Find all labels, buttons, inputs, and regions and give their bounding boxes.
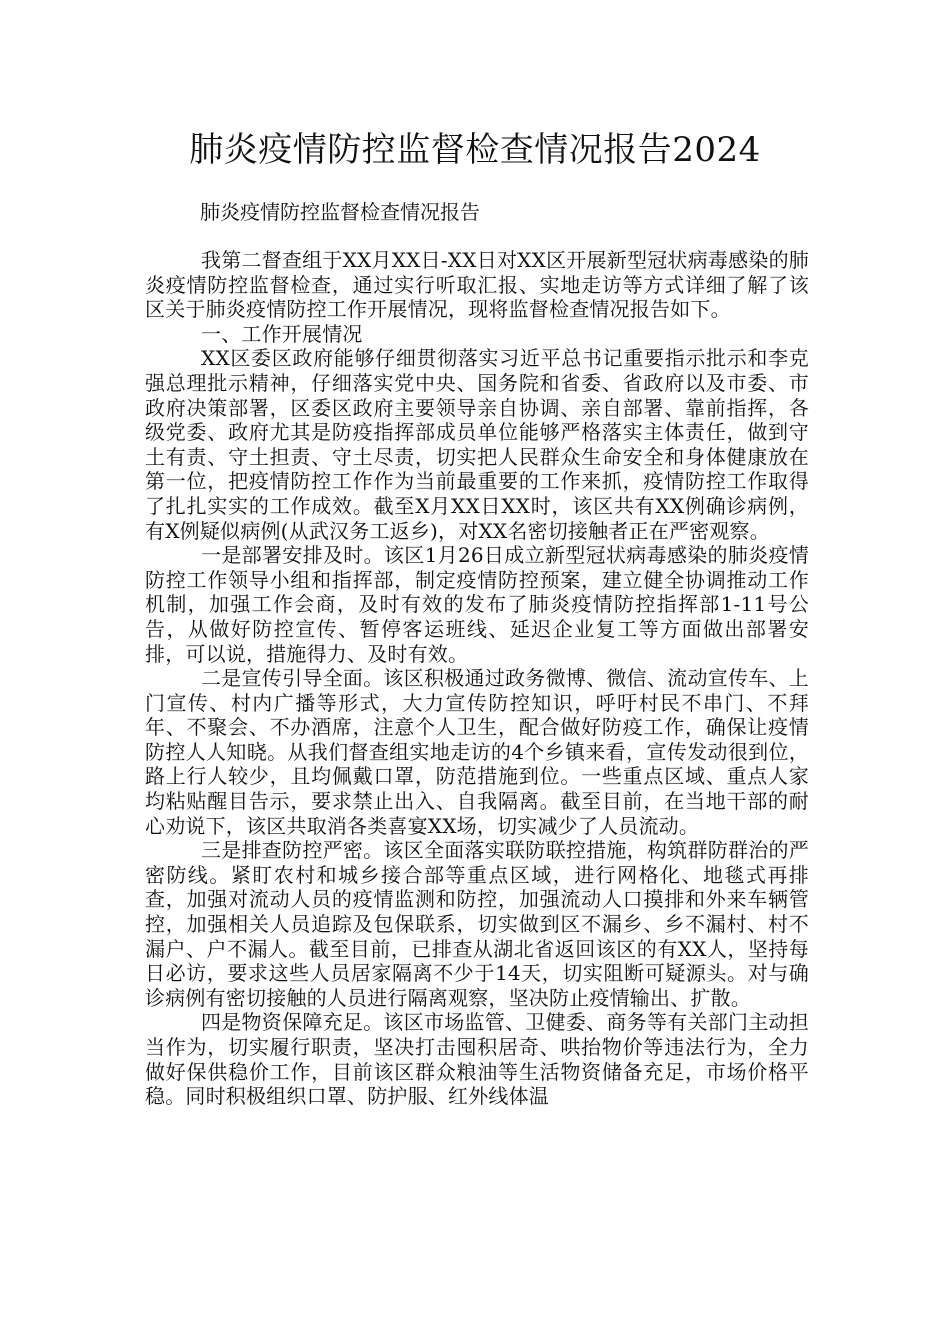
paragraph-supplies: 四是物资保障充足。该区市场监管、卫健委、商务等有关部门主动担当作为，切实履行职责，坚决打击囤积居奇、哄抬物价等违法行为，全力做好保供稳价工作，目前该区群众粮油等生活物资储备充足，市场价格平稳。同时积极组织口罩、防护服、红外线体温 (145, 1010, 809, 1109)
document-title: 肺炎疫情防控监督检查情况报告2024 (189, 130, 761, 170)
paragraph-intro: 我第二督查组于XX月XX日-XX日对XX区开展新型冠状病毒感染的肺炎疫情防控监督检查，通过实行听取汇报、实地走访等方式详细了解了该区关于肺炎疫情防控工作开展情况，现将监督检查情况报告如下。 (145, 248, 809, 322)
document-body (145, 248, 809, 1109)
document-subtitle: 肺炎疫情防控监督检查情况报告 (200, 200, 480, 224)
paragraph-deployment: 一是部署安排及时。该区1月26日成立新型冠状病毒感染的肺炎疫情防控工作领导小组和指挥部，制定疫情防控预案，建立健全协调推动工作机制，加强工作会商，及时有效的发布了肺炎疫情防控指挥部1-11号公告，从做好防控宣传、暂停客运班线、延迟企业复工等方面做出部署安排，可以说，措施得力、及时有效。 (145, 543, 809, 666)
paragraph-screening: 三是排查防控严密。该区全面落实联防联控措施，构筑群防群治的严密防线。紧盯农村和城乡接合部等重点区域，进行网格化、地毯式再排查，加强对流动人员的疫情监测和防控，加强流动人口摸排和外来车辆管控，加强相关人员追踪及包保联系，切实做到区不漏乡、乡不漏村、村不漏户、户不漏人。截至目前，已排查从湖北省返回该区的有XX人，坚持每日必访，要求这些人员居家隔离不少于14天，切实阻断可疑源头。对与确诊病例有密切接触的人员进行隔离观察，坚决防止疫情输出、扩散。 (145, 838, 809, 1010)
section-heading-work-progress: 一、工作开展情况 (201, 321, 363, 346)
paragraph-publicity: 二是宣传引导全面。该区积极通过政务微博、微信、流动宣传车、上门宣传、村内广播等形式，大力宣传防控知识，呼吁村民不串门、不拜年、不聚会、不办酒席，注意个人卫生，配合做好防疫工作，确保让疫情防控人人知晓。从我们督查组实地走访的4个乡镇来看，宣传发动很到位，路上行人较少，且均佩戴口罩，防范措施到位。一些重点区域、重点人家均粘贴醒目告示，要求禁止出入、自我隔离。截至目前，在当地干部的耐心劝说下，该区共取消各类喜宴XX场，切实减少了人员流动。 (145, 666, 809, 838)
paragraph-overview: XX区委区政府能够仔细贯彻落实习近平总书记重要指示批示和李克强总理批示精神，仔细落实党中央、国务院和省委、省政府以及市委、市政府决策部署，区委区政府主要领导亲自协调、亲自部署、靠前指挥，各级党委、政府尤其是防疫指挥部成员单位能够严格落实主体责任，做到守土有责、守土担责、守土尽责，切实把人民群众生命安全和身体健康放在第一位，把疫情防控工作作为当前最重要的工作来抓，疫情防控工作取得了扎扎实实的工作成效。截至X月XX日XX时，该区共有XX例确诊病例，有X例疑似病例(从武汉务工返乡)，对XX名密切接触者正在严密观察。 (145, 346, 809, 543)
